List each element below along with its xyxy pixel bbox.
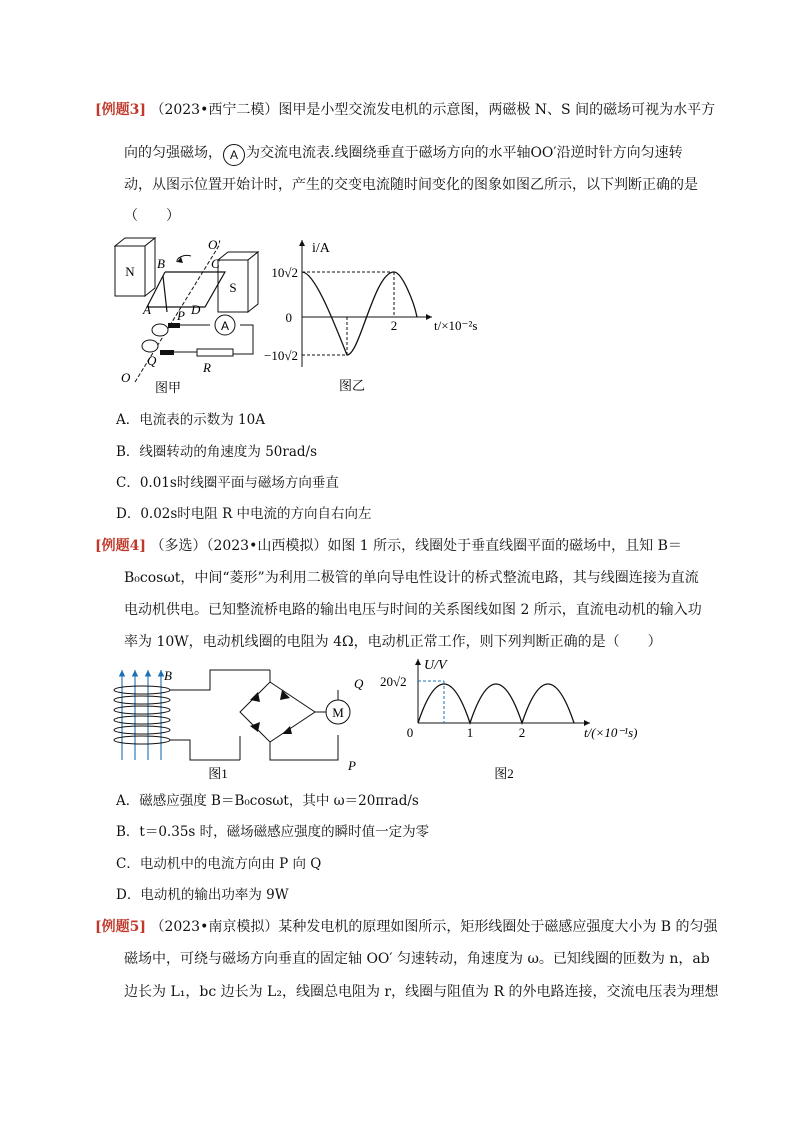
motor-label: M — [332, 705, 344, 720]
magnet-N — [115, 238, 155, 296]
tick-zero-2: 0 — [406, 725, 414, 740]
y-axis-label-2: U/V — [424, 658, 447, 673]
ex3-tag: [例题3] — [95, 102, 146, 118]
label-P: P — [177, 308, 185, 323]
label-R: R — [203, 360, 211, 375]
current-curve — [302, 272, 417, 355]
x-axis-label-2: t/(×10⁻¹s) — [584, 725, 638, 740]
ex5-line1 — [95, 918, 718, 936]
label-O: O — [121, 370, 131, 385]
tick-zero: 0 — [285, 310, 292, 325]
ex4-line1 — [95, 537, 682, 555]
diodes — [250, 690, 292, 734]
slip-ring-2 — [142, 340, 158, 352]
figure-current-graph — [252, 232, 502, 397]
ex4-option-B: B．t＝0.35s 时，磁场磁感应强度的瞬时值一定为零 — [116, 824, 430, 840]
label-B-field: B — [164, 668, 172, 683]
ex5-line3: 边长为 L₁，bc 边长为 L₂，线圈总电阻为 r，线圈与阻值为 R 的外电路连接，交流电压表为理想 — [124, 984, 719, 1000]
ammeter-symbol: A — [223, 144, 245, 166]
label-S: S — [229, 280, 237, 295]
ex4-option-C: C．电动机中的电流方向由 P 向 Q — [116, 856, 322, 872]
label-Q-motor: Q — [354, 676, 364, 691]
ex5-line2: 磁场中，可绕与磁场方向垂直的固定轴 OO′ 匀速转动，角速度为 ω。已知线圈的匝数为 n，ab — [124, 951, 710, 967]
ex3-line1 — [95, 101, 715, 119]
ex3-text2a: 向的匀强磁场， — [124, 145, 222, 161]
tick-neg: −10√2 — [264, 348, 298, 363]
ex4-line3: 电动机供电。已知整流桥电路的输出电压与时间的关系图线如图 2 所示，直流电动机的输入功 — [124, 602, 702, 618]
figure-rectifier — [110, 660, 380, 785]
tick-1: 1 — [466, 725, 474, 740]
ex4-option-A: A．磁感应强度 B＝B₀cosωt，其中 ω＝20πrad/s — [116, 793, 419, 809]
ex3-line2 — [124, 144, 683, 166]
tick-2: 2 — [518, 725, 526, 740]
label-D: D — [191, 302, 201, 317]
ammeter-label: A — [220, 319, 230, 333]
x-axis-label: t/×10⁻²s — [434, 318, 478, 333]
brush-Q — [160, 350, 174, 355]
ex3-text1: （2023•西宁二模）图甲是小型交流发电机的示意图，两磁极 N、S 间的磁场可视为水平方 — [150, 102, 716, 118]
label-O-prime: O′ — [208, 237, 221, 252]
ex5-tag: [例题5] — [95, 919, 146, 935]
label-Q: Q — [147, 353, 157, 368]
y-axis-label: i/A — [312, 241, 330, 256]
label-P-motor: P — [348, 758, 356, 773]
label-C: C — [211, 256, 220, 271]
ex4-tag: [例题4] — [95, 538, 146, 554]
ex3-option-B: B．线圈转动的角速度为 50rad/s — [116, 444, 318, 460]
label-N: N — [125, 264, 135, 279]
caption-fig-B: 图乙 — [338, 378, 366, 393]
ex4-line2: B₀cosωt，中间“菱形”为利用二极管的单向导电性设计的桥式整流电路，其与线圈连接为直流 — [124, 570, 699, 586]
caption-fig-A: 图甲 — [155, 380, 182, 395]
brush-P — [168, 323, 180, 328]
ex5-text1: （2023•南京模拟）某种发电机的原理如图所示，矩形线圈处于磁感应强度大小为 B 的匀强 — [150, 919, 718, 935]
ex3-option-A: A．电流表的示数为 10A — [116, 412, 265, 428]
caption-fig-2: 图2 — [494, 766, 514, 781]
ex3-option-D: D．0.02s时电阻 R 中电流的方向自右向左 — [116, 506, 372, 522]
caption-fig-1: 图1 — [208, 766, 228, 781]
coil — [147, 272, 225, 312]
diode-bridge — [240, 682, 315, 742]
ex4-line4: 率为 10W，电动机线圈的电阻为 4Ω，电动机正常工作，则下列判断正确的是（ ） — [124, 634, 662, 650]
ex4-text1: （多选）（2023•山西模拟）如图 1 所示，线圈处于垂直线圈平面的磁场中，且知 B＝ — [150, 538, 682, 554]
ex3-text2b: 为交流电流表.线圈绕垂直于磁场方向的水平轴OO′沿逆时针方向匀速转 — [246, 145, 683, 161]
tick-pos: 10√2 — [271, 265, 298, 280]
ex4-option-D: D．电动机的输出功率为 9W — [116, 887, 289, 903]
ex3-line3: 动，从图示位置开始计时，产生的交变电流随时间变化的图象如图乙所示，以下判断正确的是 — [124, 177, 698, 193]
tick-x-2: 2 — [390, 318, 398, 333]
ex3-option-C: C．0.01s时线圈平面与磁场方向垂直 — [116, 475, 339, 491]
figure-voltage-graph — [380, 655, 650, 785]
label-B: B — [157, 256, 165, 271]
tick-peak: 20√2 — [380, 674, 407, 689]
label-A: A — [143, 302, 151, 317]
voltage-curve — [418, 684, 574, 723]
ex3-line4: （ ） — [124, 208, 180, 224]
resistor-R — [197, 349, 233, 356]
slip-ring-1 — [152, 324, 168, 336]
